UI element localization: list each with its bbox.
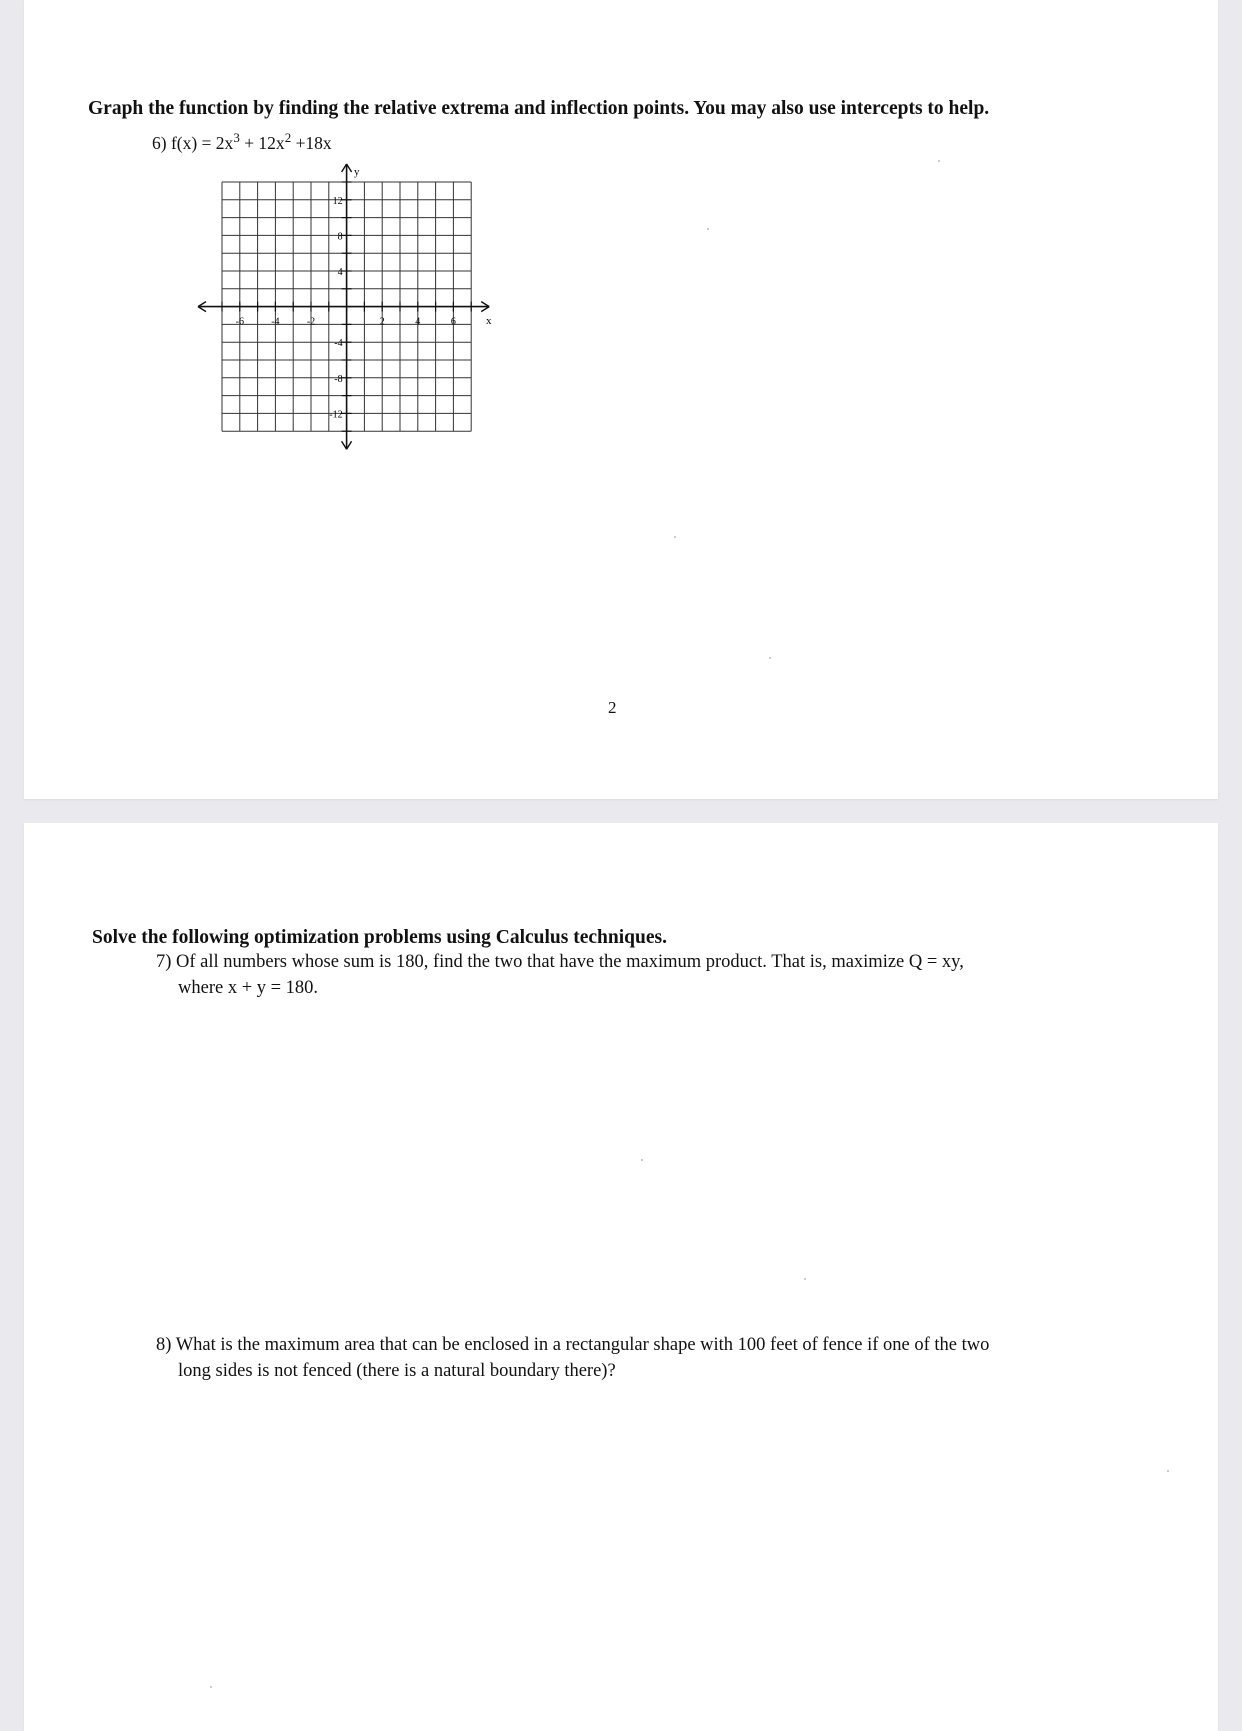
problem-6-fx: f(x) = 2x	[170, 133, 234, 153]
problem-7	[156, 949, 964, 1001]
problem-7-line-1: 7) Of all numbers whose sum is 180, find the two that have the maximum product. That is, maximize Q = xy,	[156, 952, 964, 972]
problem-6	[152, 130, 332, 158]
x-tick-label: 6	[450, 316, 456, 328]
problem-8-line-1: 8) What is the maximum area that can be enclosed in a rectangular shape with 100 feet of fence if one of the two	[156, 1335, 990, 1355]
y-tick-label: -12	[329, 409, 343, 421]
problem-6-term-3: +18x	[291, 133, 332, 153]
scan-speck	[769, 657, 771, 659]
y-tick-label: -8	[334, 373, 343, 385]
y-axis-label: y	[354, 166, 360, 178]
blank-graph-grid[interactable]	[184, 157, 504, 457]
graph-instruction: Graph the function by finding the relative extrema and inflection points. You may also use intercepts to help.	[88, 98, 990, 119]
worksheet-page-1	[24, 0, 1218, 799]
y-tick-label: 4	[337, 267, 343, 278]
x-tick-label: -2	[306, 316, 316, 328]
scan-speck	[707, 228, 709, 230]
scan-speck	[1167, 1470, 1169, 1472]
worksheet-page-2	[24, 823, 1218, 1731]
scan-speck	[674, 536, 676, 538]
scan-speck	[804, 1278, 806, 1280]
scan-speck	[641, 1159, 643, 1161]
x-tick-label: 4	[415, 316, 421, 328]
axes	[198, 164, 489, 449]
x-axis-label: x	[486, 315, 492, 327]
page-number: 2	[608, 698, 617, 717]
problem-6-term-2: + 12x	[239, 133, 285, 153]
problem-6-number: 6)	[152, 133, 167, 153]
problem-8-line-2: long sides is not fenced (there is a natural boundary there)?	[178, 1361, 616, 1381]
y-tick-label: 8	[337, 231, 343, 243]
tick-labels	[236, 196, 456, 421]
optimization-instruction: Solve the following optimization problems using Calculus techniques.	[92, 927, 667, 948]
x-tick-label: -4	[271, 316, 280, 328]
x-tick-label: -6	[235, 316, 244, 328]
y-tick-label: 12	[332, 195, 343, 207]
problem-7-line-2: where x + y = 180.	[178, 978, 319, 998]
problem-6-exponent-3: 3	[233, 130, 240, 145]
scan-speck	[938, 160, 940, 162]
problem-8	[156, 1332, 989, 1384]
problem-6-exponent-2: 2	[284, 130, 292, 145]
scan-speck	[210, 1686, 212, 1688]
x-tick-label: 2	[379, 316, 385, 328]
y-tick-label: -4	[334, 338, 343, 350]
